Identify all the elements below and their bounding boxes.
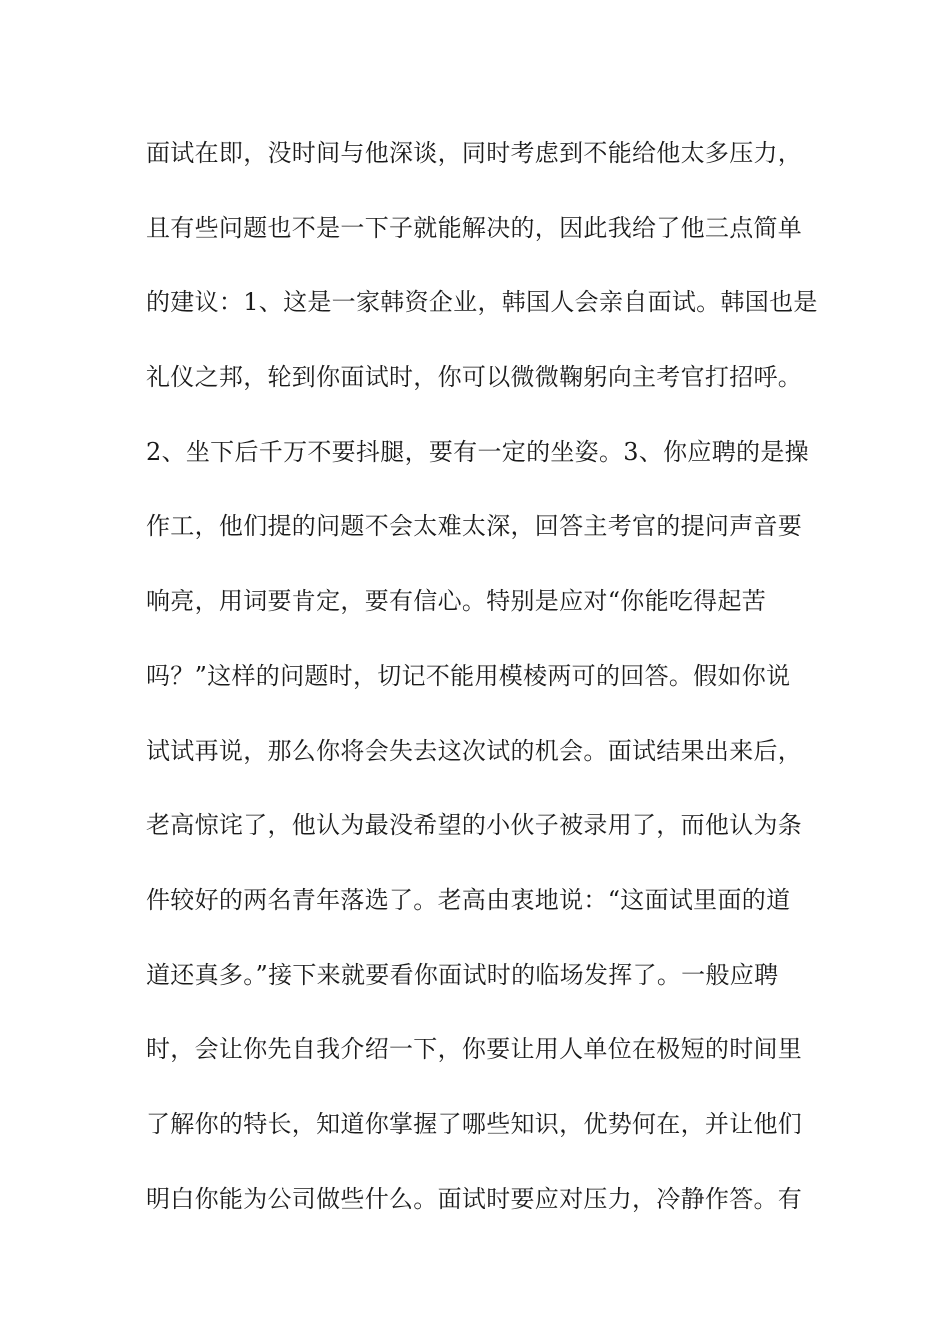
text-line-9: 试试再说，那么你将会失去这次试的机会。面试结果出来后， [146,736,803,765]
text-line-5: 2、坐下后千万不要抖腿，要有一定的坐姿。3、你应聘的是操 [146,437,809,466]
text-line-8: 吗？”这样的问题时，切记不能用模棱两可的回答。假如你说 [146,661,791,690]
text-line-14: 了解你的特长，知道你掌握了哪些知识，优势何在，并让他们 [146,1109,803,1138]
text-line-1: 面试在即，没时间与他深谈，同时考虑到不能给他太多压力， [146,139,803,167]
text-line-7: 响亮，用词要肯定，要有信心。特别是应对“你能吃得起苦 [146,587,767,616]
text-line-13: 时，会让你先自我介绍一下，你要让用人单位在极短的时间里 [146,1035,803,1064]
text-line-6: 作工，他们提的问题不会太难太深，回答主考官的提问声音要 [146,512,803,541]
text-line-3: 的建议：1、这是一家韩资企业，韩国人会亲自面试。韩国也是 [146,288,818,317]
text-line-15: 明白你能为公司做些什么。面试时要应对压力，冷静作答。有 [146,1184,803,1213]
body-paragraph [146,129,816,1249]
text-line-11: 件较好的两名青年落选了。老高由衷地说：“这面试里面的道 [146,885,791,914]
text-line-10: 老高惊诧了，他认为最没希望的小伙子被录用了，而他认为条 [146,811,803,840]
text-line-2: 且有些问题也不是一下子就能解决的，因此我给了他三点简单 [146,213,803,242]
text-line-12: 道还真多。”接下来就要看你面试时的临场发挥了。一般应聘 [146,960,779,989]
text-line-4: 礼仪之邦，轮到你面试时，你可以微微鞠躬向主考官打招呼。 [146,363,803,392]
